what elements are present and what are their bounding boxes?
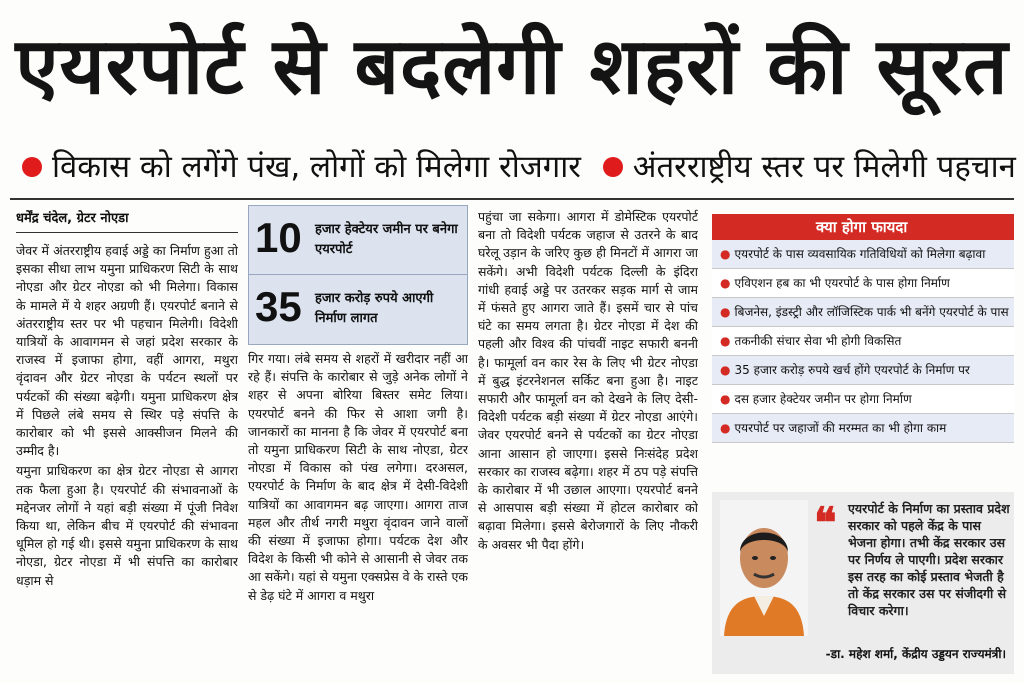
quote-box: [712, 492, 1014, 674]
benefits-list: [712, 240, 1014, 443]
benefit-item: ● एविएशन हब का भी एयरपोर्ट के पास होगा निर्माण: [712, 269, 1014, 298]
benefit-item: ● एयरपोर्ट पर जहाजों की मरम्मत का भी होगा काम: [712, 414, 1014, 443]
article-column-2: [248, 350, 468, 674]
person-portrait-icon: [720, 500, 808, 636]
bullet-dot-icon: ●: [720, 276, 731, 290]
fact-number: 10: [255, 214, 302, 261]
subheadline-2: अंतरराष्ट्रीय स्तर पर मिलेगी पहचान: [632, 149, 1016, 185]
bullet-dot-icon: ●: [720, 334, 731, 348]
paragraph: पहुंचा जा सकेगा। आगरा में डोमेस्टिक एयरपोर्ट बना तो विदेशी पर्यटक जहाज से उतरने के बाद घरेलू उड़ान के जरिए कुछ ही मिनटों में आगरा जा सकेंगे। अभी विदेशी पर्यटक दिल्ली के इंदिरा गांधी हवाई अड्डे पर उतरकर सड़क मार्ग से जाम में फंसते हुए आगरा जाते हैं। इसमें चार से पांच घंटे का समय लगता है। ग्रेटर नोएडा में देश की पहली और विश्व की पांचवीं नाइट सफारी बननी है। फामूर्ला वन कार रेस के लिए भी ग्रेटर नोएडा में बुद्ध इंटरनेशनल सर्किट बना हुआ है। नाइट सफारी और फामूर्ला वन को देखने के लिए देसी-विदेशी पर्यटक बड़ी संख्या में ग्रेटर नोएडा आएंगे। जेवर एयरपोर्ट बनने से पर्यटकों का ग्रेटर नोएडा आना आसान हो जाएगा। इससे निःसंदेह प्रदेश सरकार का राजस्व बढ़ेगा। शहर में ठप पड़े संपत्ति के कारोबार में भी उछाल आएगा। एयरपोर्ट बनने से आसपास बड़ी संख्या में होटल कारोबार को बढ़ावा मिलेगा। इससे बेरोजगारों के लिए नौकरी के अवसर भी पैदा होंगे।: [478, 209, 698, 552]
bullet-dot-icon: ●: [720, 421, 731, 435]
benefits-title: क्या होगा फायदा: [712, 214, 1014, 240]
bullet-dot-icon: ●: [720, 247, 731, 261]
paragraph: यमुना प्राधिकरण का क्षेत्र ग्रेटर नोएडा से आगरा तक फैला हुआ है। एयरपोर्ट की संभावनाओं के मद्देनजर लोगों ने यहां बड़ी संख्या में पूंजी निवेश किया था, लेकिन बीच में एयरपोर्ट की संभावना धूमिल हो गई थी। इससे यमुना प्राधिकरण के साथ नोएडा, ग्रेटर नोएडा में भी संपत्ति का कारोबार धड़ाम से: [16, 463, 238, 588]
fact-text: हजार हेक्टेयर जमीन पर बनेगा एयरपोर्ट: [315, 222, 458, 257]
fact-item: [249, 274, 467, 341]
benefit-item: ● तकनीकी संचार सेवा भी होगी विकसित: [712, 327, 1014, 356]
subheadline-1: विकास को लगेंगे पंख, लोगों को मिलेगा रोजगार: [52, 149, 581, 185]
benefits-box: [712, 214, 1014, 484]
paragraph: गिर गया। लंबे समय से शहरों में खरीदार नहीं आ रहे हैं। संपत्ति के कारोबार से जुड़े अनेक लोगों ने शहर से अपना बोरिया बिस्तर समेट लिया। एयरपोर्ट बनने की फिर से आशा जगी है। जानकारों का मानना है कि जेवर में एयरपोर्ट बना तो यमुना प्राधिकरण सिटी के साथ नोएडा, ग्रेटर नोएडा में विकास को पंख लगेगा। दरअसल, एयरपोर्ट के निर्माण के बाद क्षेत्र में देसी-विदेशी यात्रियों का आवागमन बढ़ जाएगा। आगरा ताज महल और तीर्थ नगरी मथुरा वृंदावन जाने वालों की संख्या में इजाफा होगा। पर्यटक देश और विदेश के किसी भी कोने से आसानी से जेवर तक आ सकेंगे। यहां से यमुना एक्सप्रेस वे के रास्ते एक से डेढ़ घंटे में आगरा व मथुरा: [248, 351, 468, 603]
portrait-photo: [720, 500, 808, 636]
bullet-dot-icon: [22, 157, 42, 177]
fact-item: [249, 206, 467, 272]
fact-box: [248, 205, 468, 345]
byline: धर्मेंद्र चंदेल, ग्रेटर नोएडा: [16, 208, 238, 233]
article-column-3: [478, 208, 698, 674]
bullet-dot-icon: ●: [720, 305, 731, 319]
quote-text: एयरपोर्ट के निर्माण का प्रस्ताव प्रदेश सरकार को पहले केंद्र के पास भेजना होगा। तभी केंद्र सरकार उस पर निर्णय ले पाएगी। प्रदेश सरकार इस तरह का कोई प्रस्ताव भेजती है तो केंद्र सरकार उस पर संजीदगी से विचार करेगा।: [848, 501, 1010, 618]
quote-attribution: -डा. महेश शर्मा, केंद्रीय उड्डयन राज्यमंत्री।: [825, 647, 1006, 661]
bullet-dot-icon: ●: [720, 363, 731, 377]
benefit-item: ● 35 हजार करोड़ रुपये खर्च होंगे एयरपोर्ट के निर्माण पर: [712, 356, 1014, 385]
benefit-item: ● दस हजार हेक्टेयर जमीन पर होगा निर्माण: [712, 385, 1014, 414]
article-column-1: [16, 242, 238, 674]
benefit-item: ● बिजनेस, इंडस्ट्री और लॉजिस्टिक पार्क भी बनेंगे एयरपोर्ट के पास: [712, 298, 1014, 327]
headline: एयरपोर्ट से बदलेगी शहरों की सूरत: [15, 22, 1009, 112]
fact-text: हजार करोड़ रुपये आएगी निर्माण लागत: [315, 291, 434, 326]
bullet-dot-icon: ●: [720, 392, 731, 406]
fact-number: 35: [255, 283, 302, 330]
benefit-item: ● एयरपोर्ट के पास व्यवसायिक गतिविधियों को मिलेगा बढ़ावा: [712, 240, 1014, 269]
quote-mark-icon: ❝: [814, 498, 837, 547]
bullet-dot-icon: [603, 157, 623, 177]
subheadline-bar: [10, 142, 1014, 192]
paragraph: जेवर में अंतरराष्ट्रीय हवाई अड्डे का निर्माण हुआ तो इसका सीधा लाभ यमुना प्राधिकरण सिटी के साथ नोएडा और ग्रेटर नोएडा को भी मिलेगा। विकास के मामले में ये शहर अग्रणी हैं। एयरपोर्ट बनाने से अंतरराष्ट्रीय स्तर पर भी पहचान मिलेगी। विदेशी यात्रियों के आवागमन से जहां प्रदेश सरकार के राजस्व में इजाफा होगा, वहीं आगरा, मथुरा वृंदावन और ग्रेटर नोएडा के पर्यटन स्थलों पर पर्यटकों की संख्या बढ़ेगी। यमुना प्राधिकरण क्षेत्र में पिछले लंबे समय से स्थिर पड़े संपत्ति के कारोबार को भी इससे आक्सीजन मिलने की उम्मीद है।: [16, 243, 238, 459]
divider: [10, 198, 1014, 200]
